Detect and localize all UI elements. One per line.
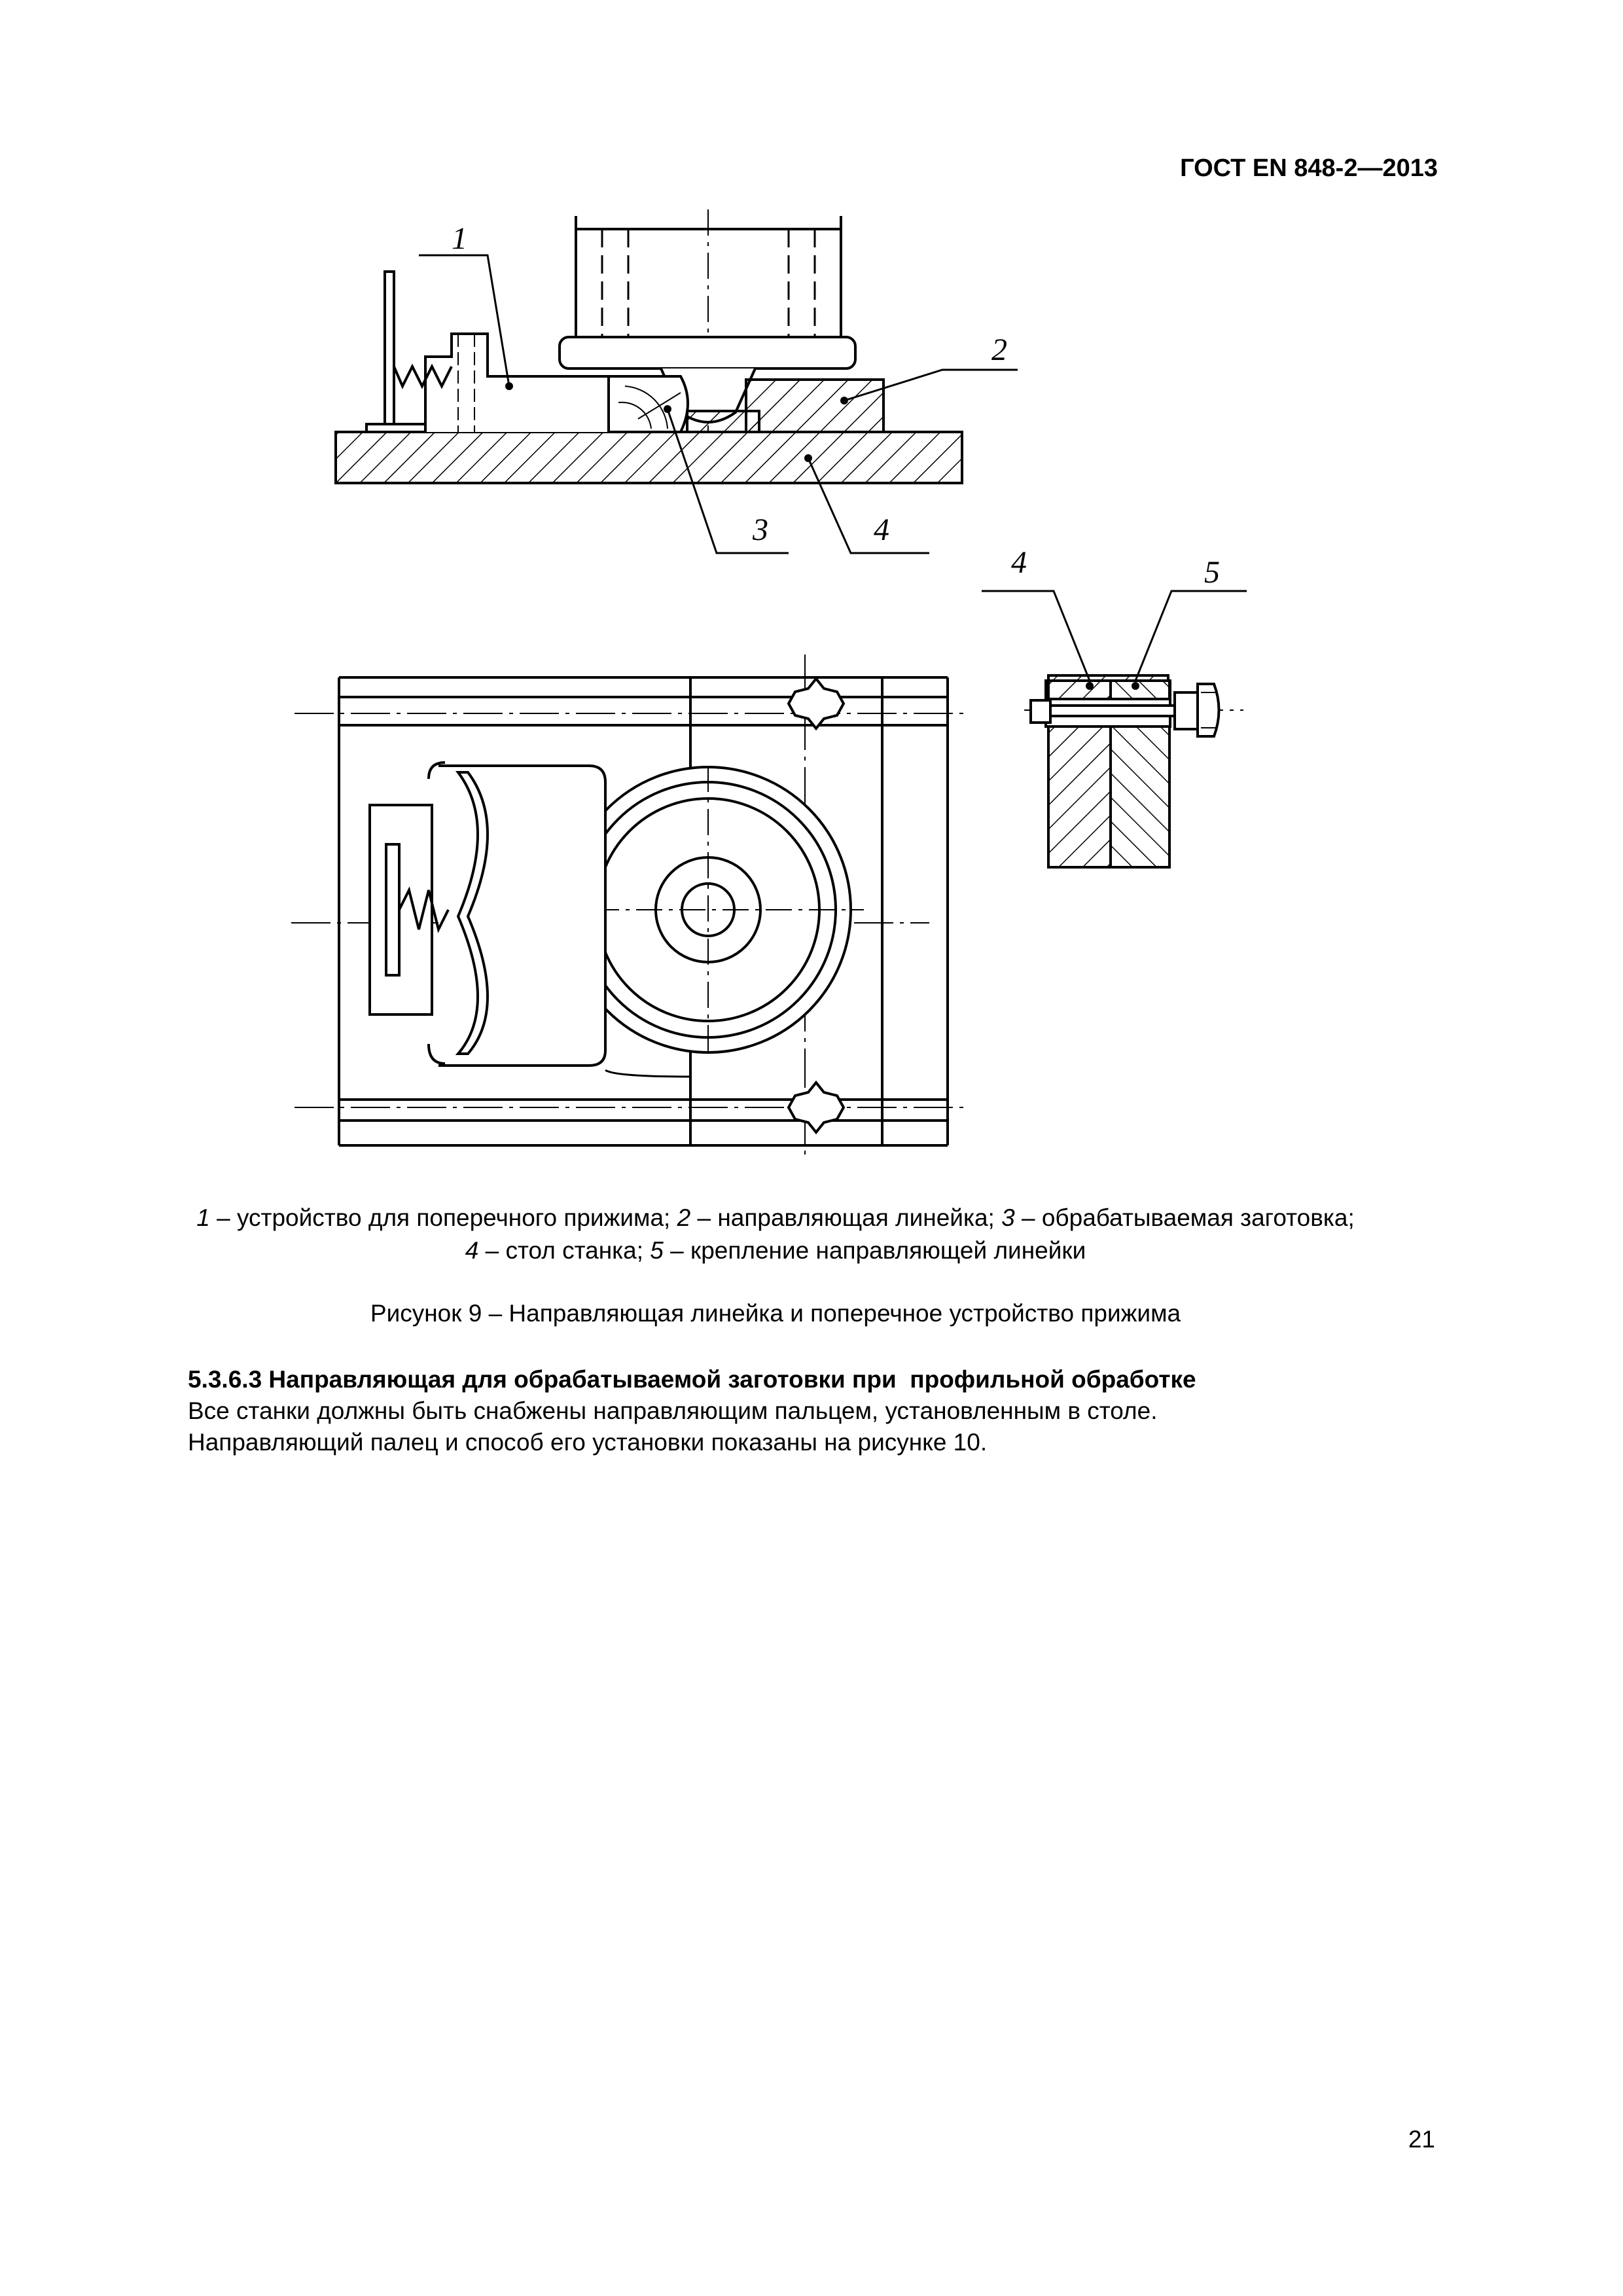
section-body-line: Направляющий палец и способ его установки показаны на рисунке 10. <box>188 1429 988 1456</box>
section-5-3-6-3 <box>188 1364 1444 1458</box>
legend-text: – стол станка; <box>478 1237 651 1264</box>
legend-num: 3 <box>1001 1204 1015 1231</box>
legend-num: 1 <box>196 1204 210 1231</box>
figure-legend <box>118 1202 1433 1267</box>
callout-4-side: 4 <box>1011 545 1027 580</box>
legend-num: 2 <box>677 1204 691 1231</box>
legend-text: – обрабатываемая заготовка; <box>1014 1204 1355 1231</box>
machine-table <box>336 432 962 483</box>
stop-post <box>385 272 394 432</box>
guide-rail <box>746 380 883 432</box>
cutter-flange <box>560 337 855 368</box>
section-view <box>336 209 1018 553</box>
legend-line-2 <box>118 1234 1433 1267</box>
page-number: 21 <box>1408 2126 1435 2153</box>
plan-view <box>291 655 969 1158</box>
side-view <box>982 591 1247 867</box>
legend-line-1 <box>118 1202 1433 1234</box>
callout-4-section: 4 <box>874 512 889 547</box>
star-nut-top <box>789 679 844 728</box>
section-heading: 5.3.6.3 Направляющая для обрабатываемой заготовки при профильной обработке <box>188 1366 1196 1393</box>
callout-3: 3 <box>753 512 768 547</box>
figure-caption: Рисунок 9 – Направляющая линейка и поперечное устройство прижима <box>370 1300 1181 1327</box>
legend-num: 5 <box>650 1237 664 1264</box>
guide-rail-base <box>687 411 759 432</box>
star-nut-bottom <box>789 1083 844 1132</box>
callout-2: 2 <box>991 332 1007 367</box>
legend-num: 4 <box>465 1237 479 1264</box>
section-body-line: Все станки должны быть снабжены направляющим пальцем, установленным в столе. <box>188 1397 1158 1424</box>
callout-5: 5 <box>1204 555 1220 590</box>
standard-id: ГОСТ EN 848-2—2013 <box>1180 154 1438 182</box>
legend-text: – устройство для поперечного прижима; <box>209 1204 677 1231</box>
callout-1: 1 <box>452 221 467 256</box>
legend-text: – крепление направляющей линейки <box>663 1237 1086 1264</box>
legend-text: – направляющая линейка; <box>690 1204 1002 1231</box>
workpiece <box>609 376 688 432</box>
